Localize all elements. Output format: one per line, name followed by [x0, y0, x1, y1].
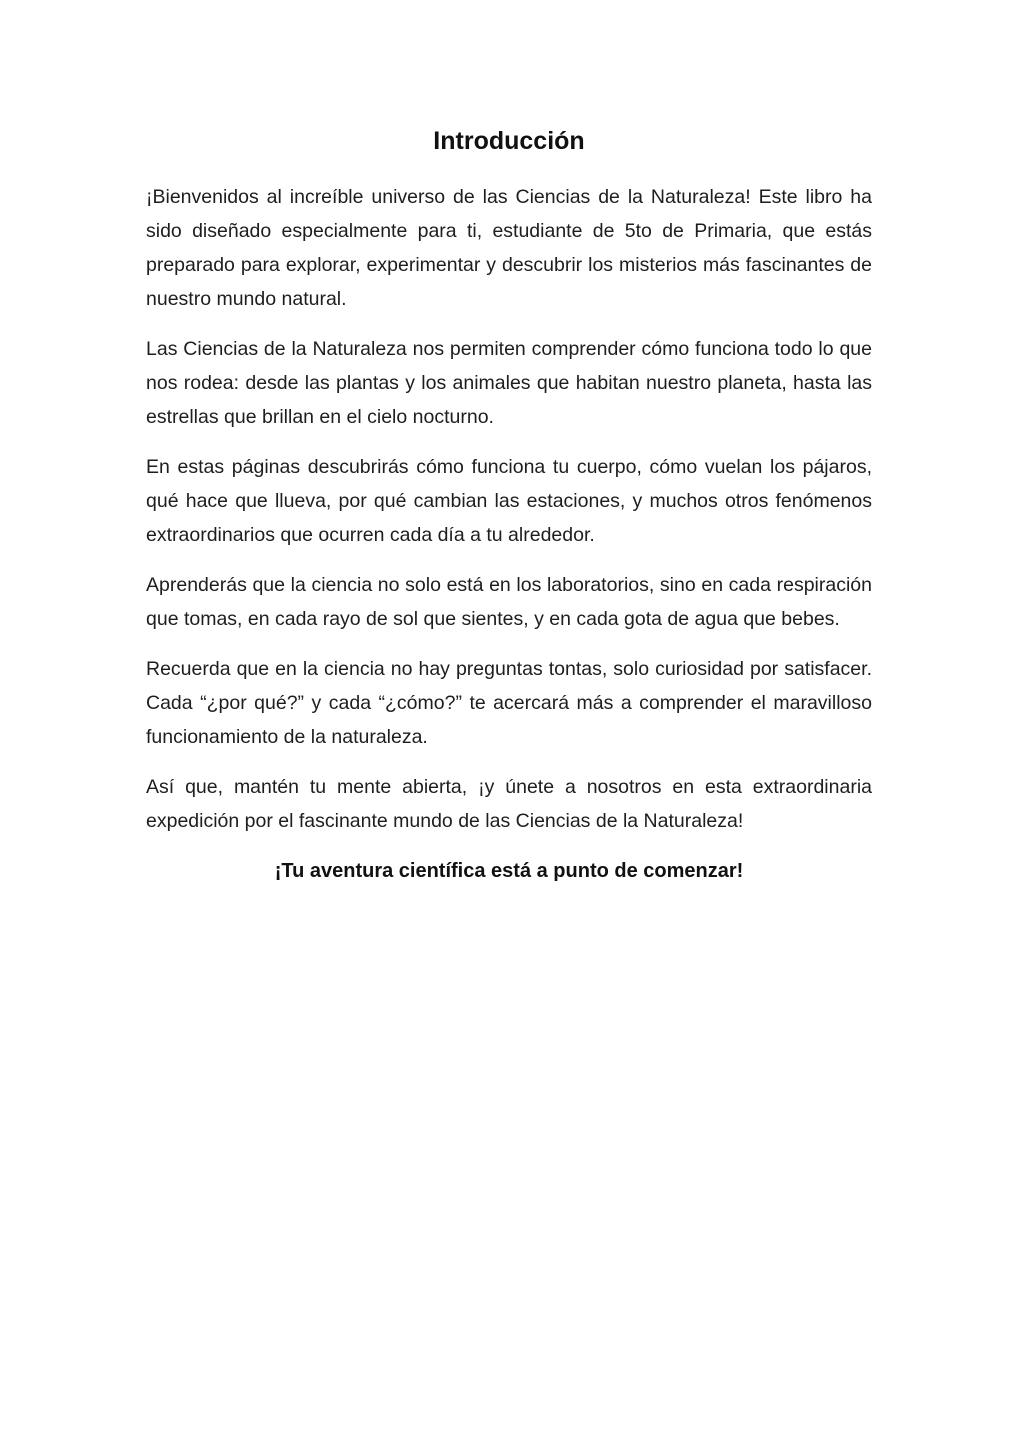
page-title: Introducción — [433, 127, 585, 155]
paragraph-understanding: Las Ciencias de la Naturaleza nos permiten comprender cómo funciona todo lo que nos rodea: desde las plantas y los animales que habitan nuestro planeta, hasta las estrellas que brillan en el cielo nocturno. — [146, 338, 872, 428]
paragraph-discoveries: En estas páginas descubrirás cómo funciona tu cuerpo, cómo vuelan los pájaros, qué hace que llueva, por qué cambian las estaciones, y muchos otros fenómenos extraordinarios que ocurren cada día a tu alrededor. — [146, 456, 872, 546]
paragraph-welcome: ¡Bienvenidos al increíble universo de las Ciencias de la Naturaleza! Este libro ha sido diseñado especialmente para ti, estudiante de 5to de Primaria, que estás preparado para explorar, experimentar y descubrir los misterios más fascinantes de nuestro mundo natural. — [146, 186, 872, 310]
paragraph-invitation: Así que, mantén tu mente abierta, ¡y únete a nosotros en esta extraordinaria expedición por el fascinante mundo de las Ciencias de la Naturaleza! — [146, 776, 872, 832]
document-page — [146, 122, 872, 888]
paragraph-curiosity: Recuerda que en la ciencia no hay preguntas tontas, solo curiosidad por satisfacer. Cada “¿por qué?” y cada “¿cómo?” te acercará más a comprender el maravilloso funcionamiento de la naturaleza. — [146, 658, 872, 748]
paragraph-everyday-science: Aprenderás que la ciencia no solo está en los laboratorios, sino en cada respiración que tomas, en cada rayo de sol que sientes, y en cada gota de agua que bebes. — [146, 574, 872, 630]
closing-line: ¡Tu aventura científica está a punto de comenzar! — [274, 860, 744, 882]
